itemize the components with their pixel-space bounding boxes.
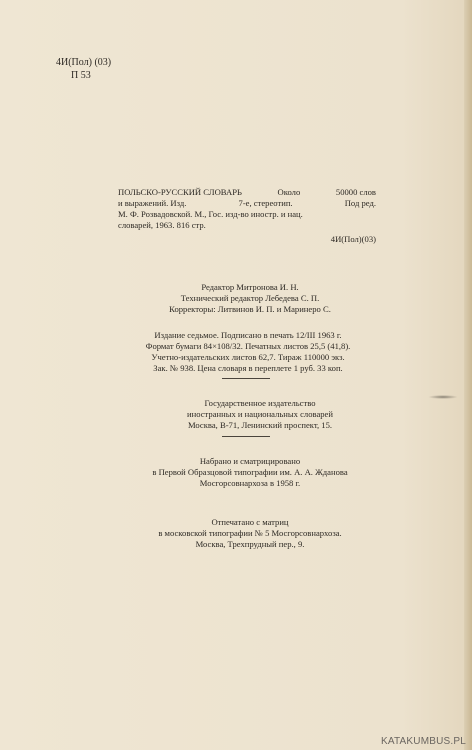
printing-line: в московской типографии № 5 Мосгорсовнархоза. [158, 528, 342, 538]
publisher-line: иностранных и национальных словарей [187, 409, 333, 419]
entry-code: 4И(Пол)(03) [330, 234, 376, 244]
typesetting-line: в Первой Образцовой типографии им. А. А. Жданова [152, 467, 348, 477]
entry-line-3 [118, 209, 376, 220]
entry-line-4 [118, 220, 376, 231]
entry-segment: М. Ф. Розвадовской. М., Гос. изд-во иностр. и нац. [118, 209, 303, 219]
divider [222, 436, 270, 437]
classification-index: П 53 [71, 70, 91, 81]
entry-line-2 [118, 198, 376, 209]
typesetting-line: Мосгорсовнархоза в 1958 г. [199, 478, 301, 488]
publisher-block [140, 398, 380, 431]
printing-line: Отпечатано с матриц [211, 517, 289, 527]
publisher-line: Государственное издательство [204, 398, 316, 408]
tech-editor-line: Технический редактор Лебедева С. П. [180, 293, 320, 303]
classification-code: 4И(Пол) (03) [56, 57, 112, 68]
divider [222, 378, 270, 379]
publisher-line: Москва, В-71, Ленинский проспект, 15. [187, 420, 333, 430]
bibliographic-entry [118, 187, 376, 245]
entry-line-1 [118, 187, 376, 198]
imprint-line: Учетно-издательских листов 62,7. Тираж 110000 экз. [151, 352, 345, 362]
entry-title: ПОЛЬСКО-РУССКИЙ СЛОВАРЬ [118, 187, 242, 197]
entry-word: Около [277, 187, 301, 197]
entry-segment: словарей, 1963. 816 стр. [118, 220, 206, 230]
typesetting-line: Набрано и сматрицировано [199, 456, 301, 466]
entry-count: 50000 слов [335, 187, 376, 197]
watermark: KATAKUMBUS.PL [380, 736, 466, 747]
imprint-line: Формат бумаги 84×108/32. Печатных листов 25,5 (41,8). [145, 341, 351, 351]
entry-segment: Под ред. [344, 198, 376, 208]
typesetting-block [120, 456, 380, 489]
entry-segment: 7-е, стереотип. [238, 198, 293, 208]
proofreaders-line: Корректоры: Литвинов И. П. и Маринеро С. [169, 304, 331, 314]
imprint-block [110, 330, 386, 374]
imprint-line: Издание седьмое. Подписано в печать 12/III 1963 г. [154, 330, 342, 340]
ink-smudge [428, 395, 458, 399]
printing-block [120, 517, 380, 550]
editor-line: Редактор Митронова И. Н. [201, 282, 299, 292]
credits-block [120, 282, 380, 315]
page-edge [464, 0, 472, 750]
entry-segment: и выражений. Изд. [118, 198, 187, 208]
imprint-line: Зак. № 938. Цена словаря в переплете 1 руб. 33 коп. [153, 363, 343, 373]
printing-line: Москва, Трехпрудный пер., 9. [195, 539, 305, 549]
